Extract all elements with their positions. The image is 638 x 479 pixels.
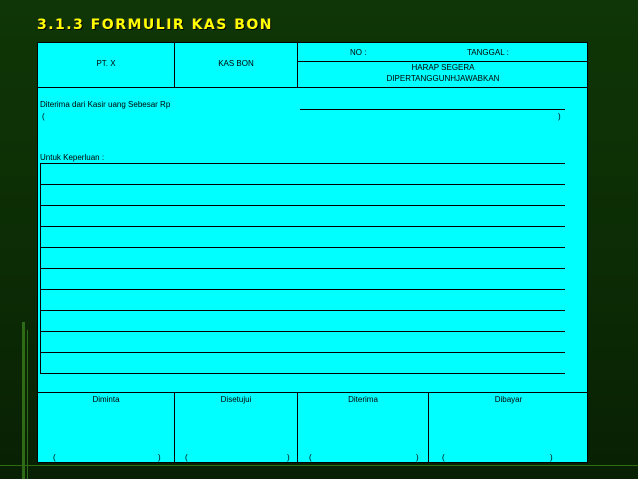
purpose-line — [40, 268, 565, 269]
header-bottom-line — [38, 87, 588, 88]
amount-line — [300, 109, 565, 110]
document-type: KAS BON — [218, 59, 254, 68]
purpose-line — [40, 352, 565, 353]
signature-label-approved: Disetujui — [220, 395, 252, 404]
page-title: 3.1.3 FORMULIR KAS BON — [37, 17, 273, 33]
header-inner-line — [297, 61, 588, 62]
kas-bon-form — [37, 42, 588, 463]
notice-line-2: DIPERTANGGUNHJAWABKAN — [386, 74, 500, 83]
notice-line-1: HARAP SEGERA — [411, 63, 475, 72]
signature-open-paren: ( — [442, 453, 445, 462]
signature-open-paren: ( — [53, 453, 56, 462]
purpose-area-left-border — [40, 163, 41, 373]
signature-open-paren: ( — [309, 453, 312, 462]
no-label: NO : — [350, 48, 367, 57]
signature-open-paren: ( — [185, 453, 188, 462]
purpose-line — [40, 184, 565, 185]
purpose-line — [40, 373, 565, 374]
signature-close-paren: ) — [287, 453, 290, 462]
signature-label-received: Diterima — [348, 395, 378, 404]
purpose-line — [40, 247, 565, 248]
purpose-line — [40, 163, 565, 164]
signature-close-paren: ) — [416, 453, 419, 462]
purpose-line — [40, 310, 565, 311]
signature-label-requested: Diminta — [92, 395, 120, 404]
purpose-line — [40, 289, 565, 290]
decor-line-bottom — [0, 465, 638, 466]
signature-label-paid: Dibayar — [494, 395, 523, 404]
amount-words-open-paren: ( — [42, 112, 45, 121]
signature-close-paren: ) — [158, 453, 161, 462]
decor-line-left — [22, 322, 25, 479]
purpose-label: Untuk Keperluan : — [40, 153, 105, 162]
amount-words-close-paren: ) — [558, 112, 561, 121]
received-label: Diterima dari Kasir uang Sebesar Rp — [40, 100, 171, 109]
signature-top-line — [38, 392, 588, 393]
company-name: PT. X — [96, 59, 116, 68]
date-label: TANGGAL : — [467, 48, 509, 57]
decor-line-left-thin — [27, 330, 28, 479]
purpose-line — [40, 331, 565, 332]
purpose-line — [40, 205, 565, 206]
signature-close-paren: ) — [550, 453, 553, 462]
purpose-line — [40, 226, 565, 227]
